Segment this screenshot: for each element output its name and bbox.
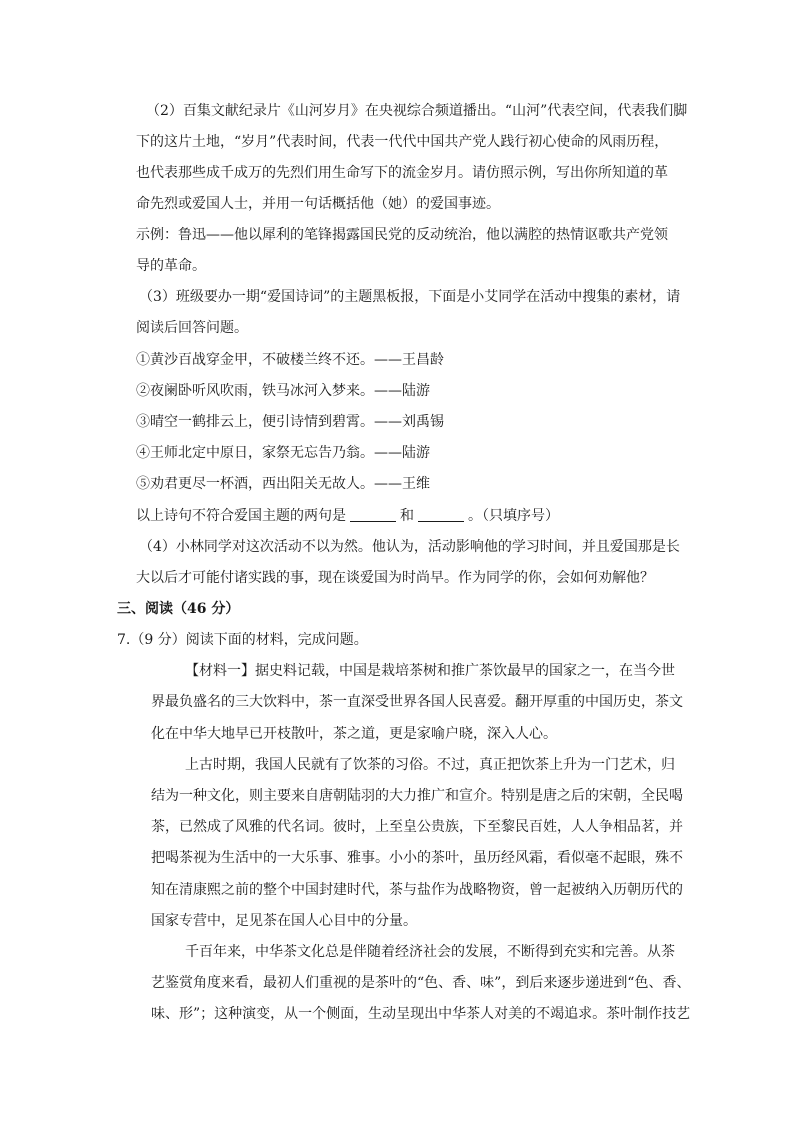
q7-para2-line-6: 国家专营中，足见茶在国人心目中的分量。 <box>151 913 417 929</box>
q6-part2-line-2: 下的这片土地，“岁月”代表时间，代表一代代中国共产党人践行初心使命的风雨历程， <box>136 134 669 150</box>
q7-header: 7.（9 分）阅读下面的材料，完成问题。 <box>117 632 368 648</box>
q6-example-line-2: 导的革命。 <box>136 258 206 274</box>
fill-prefix: 以上诗句不符合爱国主题的两句是 <box>136 508 346 524</box>
q7-para2-line-4: 把喝茶视为生活中的一大乐事、雅事。小小的茶叶，虽历经风霜，看似毫不起眼，殊不 <box>151 850 683 866</box>
poem-5: ⑤劝君更尽一杯酒，西出阳关无故人。——王维 <box>136 476 430 492</box>
poem-2: ②夜阑卧听风吹雨，铁马冰河入梦来。——陆游 <box>136 383 430 399</box>
q7-para3-line-2: 艺鉴赏角度来看，最初人们重视的是茶叶的“色、香、味”，到后来逐步递进到“色、香、 <box>151 975 691 991</box>
q6-example-line-1: 示例：鲁迅——他以犀利的笔锋揭露国民党的反动统治，他以满腔的热情讴歌共产党领 <box>136 227 668 243</box>
poem-1: ①黄沙百战穿金甲，不破楼兰终不还。——王昌龄 <box>136 352 444 368</box>
q6-part3-line-2: 阅读后回答问题。 <box>136 320 248 336</box>
q7-para1-line-2: 界最负盛名的三大饮料中，茶一直深受世界各国人民喜爱。翻开厚重的中国历史，茶文 <box>151 694 683 710</box>
answer-blank-1[interactable] <box>350 507 396 522</box>
q7-para2-line-3: 茶，已然成了风雅的代名词。彼时，上至皇公贵族，下至黎民百姓，人人争相品茗，并 <box>151 819 683 835</box>
answer-blank-2[interactable] <box>418 507 464 522</box>
q6-part4-line-2: 大以后才可能付诸实践的事，现在谈爱国为时尚早。作为同学的你，会如何劝解他？ <box>136 570 654 586</box>
q7-para2-line-1: 上古时期，我国人民就有了饮茶的习俗。不过，真正把饮茶上升为一门艺术，归 <box>185 757 675 773</box>
q7-para2-line-2: 结为一种文化，则主要来自唐朝陆羽的大力推广和宣介。特别是唐之后的宋朝，全民喝 <box>151 788 683 804</box>
q6-part2-line-1: （2）百集文献纪录片《山河岁月》在央视综合频道播出。“山河”代表空间，代表我们脚 <box>146 103 688 119</box>
poem-3: ③晴空一鹤排云上，便引诗情到碧霄。——刘禹锡 <box>136 414 444 430</box>
q6-part2-line-3: 也代表那些成千成万的先烈们用生命写下的流金岁月。请仿照示例，写出你所知道的革 <box>136 165 668 181</box>
q6-part4-line-1: （4）小林同学对这次活动不以为然。他认为，活动影响他的学习时间，并且爱国那是长 <box>139 539 680 555</box>
q7-para3-line-3: 味、形”；这种演变，从一个侧面，生动呈现出中华茶人对美的不竭追求。茶叶制作技艺 <box>151 1006 691 1022</box>
fill-mid: 和 <box>400 508 414 524</box>
q6-part2-line-4: 命先烈或爱国人士，并用一句话概括他（她）的爱国事迹。 <box>136 196 500 212</box>
q6-part3-line-1: （3）班级要办一期“爱国诗词”的主题黑板报，下面是小艾同学在活动中搜集的素材，请 <box>139 289 681 305</box>
section-heading: 三、阅读（46 分） <box>117 601 240 617</box>
q7-para3-line-1: 千百年来，中华茶文化总是伴随着经济社会的发展，不断得到充实和完善。从茶 <box>185 944 675 960</box>
fill-suffix: 。（只填序号） <box>468 508 559 524</box>
poem-4: ④王师北定中原日，家祭无忘告乃翁。——陆游 <box>136 445 430 461</box>
q7-para1-line-1: 【材料一】据史料记载，中国是栽培茶树和推广茶饮最早的国家之一，在当今世 <box>185 663 675 679</box>
fill-in-question <box>136 507 559 525</box>
q7-para1-line-3: 化在中华大地早已开枝散叶，茶之道，更是家喻户晓，深入人心。 <box>151 726 557 742</box>
q7-para2-line-5: 知在清康熙之前的整个中国封建时代，茶与盐作为战略物资，曾一起被纳入历朝历代的 <box>151 882 683 898</box>
